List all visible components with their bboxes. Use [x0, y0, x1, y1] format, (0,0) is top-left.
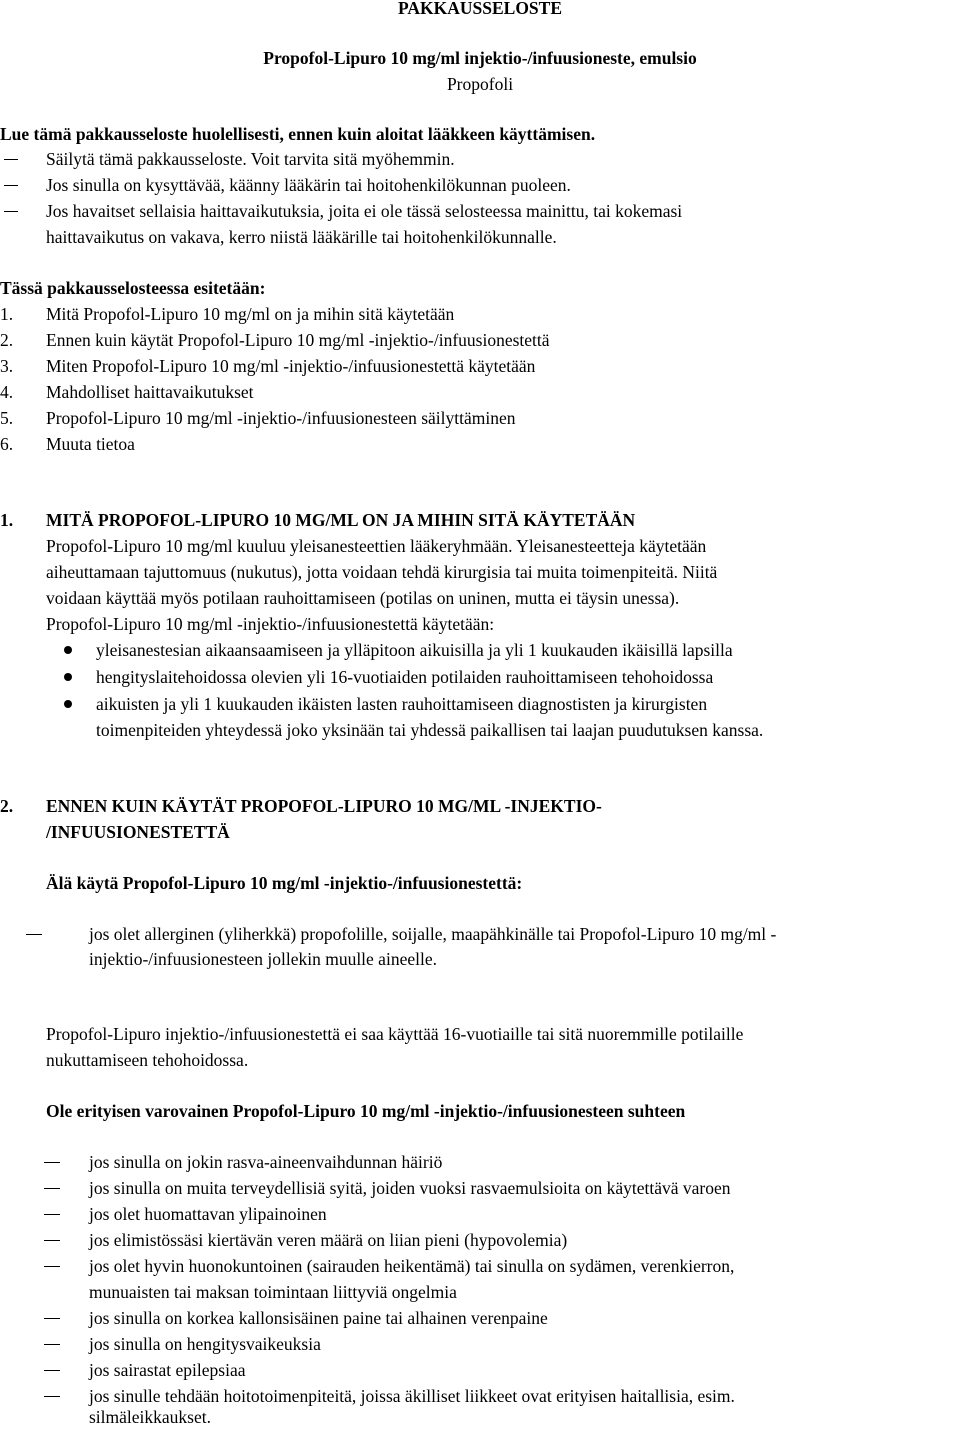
section1-paragraph-line: voidaan käyttää myös potilaan rauhoittamiseen (potilas on uninen, mutta ei täysin unessa). [46, 588, 680, 608]
toc-item: Muuta tietoa [46, 434, 135, 454]
do-not-use-item: jos olet allerginen (yliherkkä) propofolille, soijalle, maapähkinälle tai Propofol-Lipuro 10 mg/ml - [89, 924, 777, 944]
dash-bullet [4, 185, 18, 186]
caution-item: jos olet hyvin huonokuntoinen (sairauden heikentämä) tai sinulla on sydämen, verenkierron, [89, 1256, 735, 1276]
bullet-dot [64, 700, 72, 708]
dash-bullet [26, 934, 42, 935]
do-not-use-heading: Älä käytä Propofol-Lipuro 10 mg/ml -injektio-/infuusionestettä: [46, 873, 523, 893]
caution-item-continuation: munuaisten tai maksan toimintaan liittyviä ongelmia [89, 1282, 457, 1302]
toc-number: 1. [0, 304, 14, 324]
section1-bullet-item: aikuisten ja yli 1 kuukauden ikäisten lasten rauhoittamiseen diagnostisten ja kirurgisten [96, 694, 708, 714]
caution-heading: Ole erityisen varovainen Propofol-Lipuro 10 mg/ml -injektio-/infuusionesteen suhteen [46, 1101, 686, 1121]
toc-number: 4. [0, 382, 14, 402]
section1-paragraph-line: Propofol-Lipuro 10 mg/ml kuuluu yleisanesteettien lääkeryhmään. Yleisanesteetteja käytetään [46, 536, 707, 556]
toc-heading: Tässä pakkausselosteessa esitetään: [0, 278, 266, 298]
dash-bullet [44, 1318, 60, 1319]
toc-number: 3. [0, 356, 14, 376]
toc-number: 5. [0, 408, 14, 428]
caution-item: jos olet huomattavan ylipainoinen [89, 1204, 327, 1224]
intro-item-continuation: haittavaikutus on vakava, kerro niistä lääkärille tai hoitohenkilökunnalle. [46, 227, 557, 247]
caution-item: jos sinulla on korkea kallonsisäinen paine tai alhainen verenpaine [89, 1308, 548, 1328]
bullet-dot [64, 673, 72, 681]
toc-item: Propofol-Lipuro 10 mg/ml -injektio-/infuusionesteen säilyttäminen [46, 408, 516, 428]
do-not-use-item-continuation: injektio-/infuusionesteen jollekin muulle aineelle. [89, 949, 437, 969]
caution-item: jos elimistössäsi kiertävän veren määrä on liian pieni (hypovolemia) [89, 1230, 568, 1250]
caution-item-continuation: silmäleikkaukset. [89, 1407, 211, 1427]
intro-item: Jos sinulla on kysyttävää, käänny lääkärin tai hoitohenkilökunnan puoleen. [46, 175, 571, 195]
caution-item: jos sairastat epilepsiaa [89, 1360, 246, 1380]
dash-bullet [44, 1396, 60, 1397]
section1-bullet-item: hengityslaitehoidossa olevien yli 16-vuotiaiden potilaiden rauhoittamiseen tehohoidossa [96, 667, 714, 687]
section1-heading: MITÄ PROPOFOL-LIPURO 10 MG/ML ON JA MIHIN SITÄ KÄYTETÄÄN [46, 510, 636, 530]
age-note: Propofol-Lipuro injektio-/infuusionestettä ei saa käyttää 16-vuotiaille tai sitä nuoremmille potilaille [46, 1024, 744, 1044]
caution-item: jos sinulla on muita terveydellisiä syitä, joiden vuoksi rasvaemulsioita on käytettävä varoen [89, 1178, 731, 1198]
intro-item: Jos havaitset sellaisia haittavaikutuksia, joita ei ole tässä selosteessa mainittu, tai kokemasi [46, 201, 683, 221]
caution-item: jos sinulle tehdään hoitotoimenpiteitä, joissa äkilliset liikkeet ovat erityisen haitallisia, esim. [89, 1386, 735, 1406]
active-substance: Propofoli [446, 74, 514, 94]
dash-bullet [44, 1240, 60, 1241]
section2-heading: ENNEN KUIN KÄYTÄT PROPOFOL-LIPURO 10 MG/ML -INJEKTIO- [46, 796, 602, 816]
section1-number: 1. [0, 510, 14, 530]
section2-number: 2. [0, 796, 14, 816]
age-note-continuation: nukuttamiseen tehohoidossa. [46, 1050, 249, 1070]
product-name: Propofol-Lipuro 10 mg/ml injektio-/infuusioneste, emulsio [263, 48, 697, 68]
bullet-dot [64, 646, 72, 654]
section2-heading-continuation: /INFUUSIONESTETTÄ [46, 822, 230, 842]
section1-paragraph-line: aiheuttamaan tajuttomuus (nukutus), jotta voidaan tehdä kirurgisia tai muita toimenpiteitä. Niitä [46, 562, 718, 582]
caution-item: jos sinulla on hengitysvaikeuksia [89, 1334, 321, 1354]
toc-item: Miten Propofol-Lipuro 10 mg/ml -injektio-/infuusionestettä käytetään [46, 356, 536, 376]
dash-bullet [44, 1162, 60, 1163]
dash-bullet [44, 1344, 60, 1345]
toc-item: Ennen kuin käytät Propofol-Lipuro 10 mg/ml -injektio-/infuusionestettä [46, 330, 550, 350]
dash-bullet [4, 159, 18, 160]
section1-paragraph-line: Propofol-Lipuro 10 mg/ml -injektio-/infuusionestettä käytetään: [46, 614, 495, 634]
dash-bullet [44, 1266, 60, 1267]
dash-bullet [44, 1214, 60, 1215]
toc-item: Mitä Propofol-Lipuro 10 mg/ml on ja mihin sitä käytetään [46, 304, 455, 324]
toc-item: Mahdolliset haittavaikutukset [46, 382, 254, 402]
dash-bullet [4, 211, 18, 212]
toc-number: 2. [0, 330, 14, 350]
section1-bullet-continuation: toimenpiteiden yhteydessä joko yksinään tai yhdessä paikallisen tai laajan puudutuksen kanssa. [96, 720, 764, 740]
intro-item: Säilytä tämä pakkausseloste. Voit tarvita sitä myöhemmin. [46, 149, 455, 169]
toc-number: 6. [0, 434, 14, 454]
document-title: PAKKAUSSELOSTE [397, 0, 563, 18]
intro-lead: Lue tämä pakkausseloste huolellisesti, ennen kuin aloitat lääkkeen käyttämisen. [0, 124, 596, 144]
caution-item: jos sinulla on jokin rasva-aineenvaihdunnan häiriö [89, 1152, 443, 1172]
dash-bullet [44, 1370, 60, 1371]
section1-bullet-item: yleisanestesian aikaansaamiseen ja ylläpitoon aikuisilla ja yli 1 kuukauden ikäisillä lapsilla [96, 640, 733, 660]
dash-bullet [44, 1188, 60, 1189]
